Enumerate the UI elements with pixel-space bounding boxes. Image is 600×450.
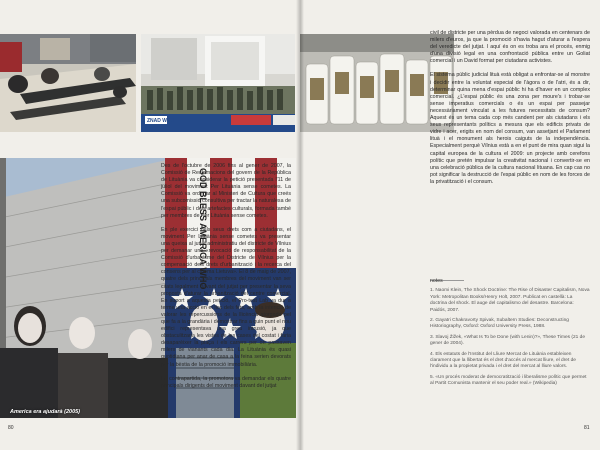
painting-floor-image	[0, 34, 136, 132]
paragraph: En ple exercici dels seus drets com a ciutadans, el moviment Per Lituània sense cometes va presentar una queixa al jutjat administratiu del districte de Vílnius per demanar una «revocació de responsabilitat de la Comissió d'urbanisme del Districte de Vílnius per la compensació dels drets d'urbanització i la recerca del consens per al cinema Lietuva». El 8 de maig de 2007, quatre dels principals membres del moviment van ser citats legalment davant del jutjat per presentar la seva proposta d'aturar la urbanització del centre comercial. En suport a aquesta petició, el Pro-test Lab va dur a terme una acció en el lloc dels fets, amb la intenció de valorar les repercussions de la llicència atorgada pel que fa a la grandària i demostrar fins a quin punt el nou edifici representava una greu intrusió, ja que obstaculitzaria les vistes de les cases del costat i faria desaparèixer la plaça i els carrers per on passaven milers de vianants cada dia. La Lituània és quasi quotidiana per anar de casa a la feina serien devorats per la bèstia de la promoció immobiliària.	[161, 226, 291, 368]
paragraph: El sistema públic judicial lituà està obligat a enfrontar-se al monstre i decidir entre la voluntat especial de l'àgora o de l'atri, és a dir, determinar quina mena d'espai públic hi ha d'haver en un complex comercial. ¿L'espai públic és una zona per moure's i trobar-se sense imperatius comercials o és un espai per passejar necessàriament vinculat a les futures necessitats de consum? Aquest és un tema cada cop més candent per als ciutadans i els seus representants polítics a mesura que els edificis privats de vidre i acer, erigits en nom del consum, van assetjant el Parlament lituà i el monument als herois caiguts de la independència. Especialment perquè Vílnius està a en el punt de mira quan sigui la capital europea de la cultura el 2009: un projecte amb cerefons polític que pretén impulsar la creativitat nacional i convertir-se en una celebració pública de la cultura nacional lituana. En cap cas no pot significar la destrucció de l'espai públic en nom de les forces de la privatització i el consum.	[430, 72, 590, 185]
text-column-left-page	[161, 163, 291, 397]
protest-group-image	[141, 34, 295, 132]
paragraph: Des de l'octubre de 2006 fins al gener de 2007, la Comissió de Reclamacions del govern de la República de Lituània va considerar la petició presentada l'11 de juliol del moviment Per Lituània sense cometes. La Comissió va ordenar al Ministeri de Cultura que creés una subcomissió consultiva per tractar la naturalesa de l'espai públic i dels artefactes culturals, formada també per membres de Per Lituània sense cometes.	[161, 163, 291, 219]
paragraph: En contrapartida, la promotora va demandar els quatre principals dirigents del moviment davant del jutjat	[161, 375, 291, 389]
sign-text: ZNAD WILII	[147, 118, 175, 124]
footnote: 1. Naomi Klein, The Shock Doctrine: The Rise of Disaster Capitalism, Nova York: Metropolitan Books/Henry Holt, 2007. Publicat en castellà: La doctrina del shock. El auge del capitalismo del desastre. Barcelona: Paidós, 2007.	[430, 288, 590, 313]
notes-title: notes	[430, 278, 443, 284]
photo-protest-group	[141, 34, 295, 132]
book-gutter	[296, 0, 304, 450]
page-number-right: 81	[584, 425, 590, 431]
photo-caption: America era ajudarà (2005)	[10, 409, 81, 415]
footnote: 4. Els estatuts de l'Institut del Lliure Mercat de Lituània estableixen clarament que la llibertat és el dret d'accés al mercat lliure, el dret de l'individu a la propietat privada i el dret del mercat al lliure valors.	[430, 351, 576, 370]
footnote: 2. Gayatri Chakravorty Spivak, Subaltern Studies: Deconstructing Historiography, Oxford: Oxford University Press, 1988.	[430, 318, 569, 330]
footnote: 3. Slavoj Žižek, «What Is To be Done (with Lenin)?», These Times (21 de gener de 2004).	[430, 334, 585, 347]
paragraph: civil de districte per una pèrdua de negoci valorada en centenars de milers d'euros, ja que la promoció s'havia hagut d'aturar a l'espera del veredicte del jutjat. I aquí és on es troba ara el procés, enmig d'una divisió legal en una confrontació pública entre un Goliat comercial i un David format per ciutadans activistes.	[430, 30, 590, 65]
footnote: 5. «Un procés moderat de democratització i liberalisme polític que permet al Partit Comunista mantenir el seu poder real.» (Wikipedia)	[430, 374, 587, 387]
text-column-right-page	[430, 30, 590, 193]
mural-text: GOD BLESS AMERICA WHO	[198, 168, 208, 290]
photo-painting-floor	[0, 34, 136, 132]
page-number-left: 80	[8, 425, 14, 431]
notes-section	[430, 278, 590, 392]
